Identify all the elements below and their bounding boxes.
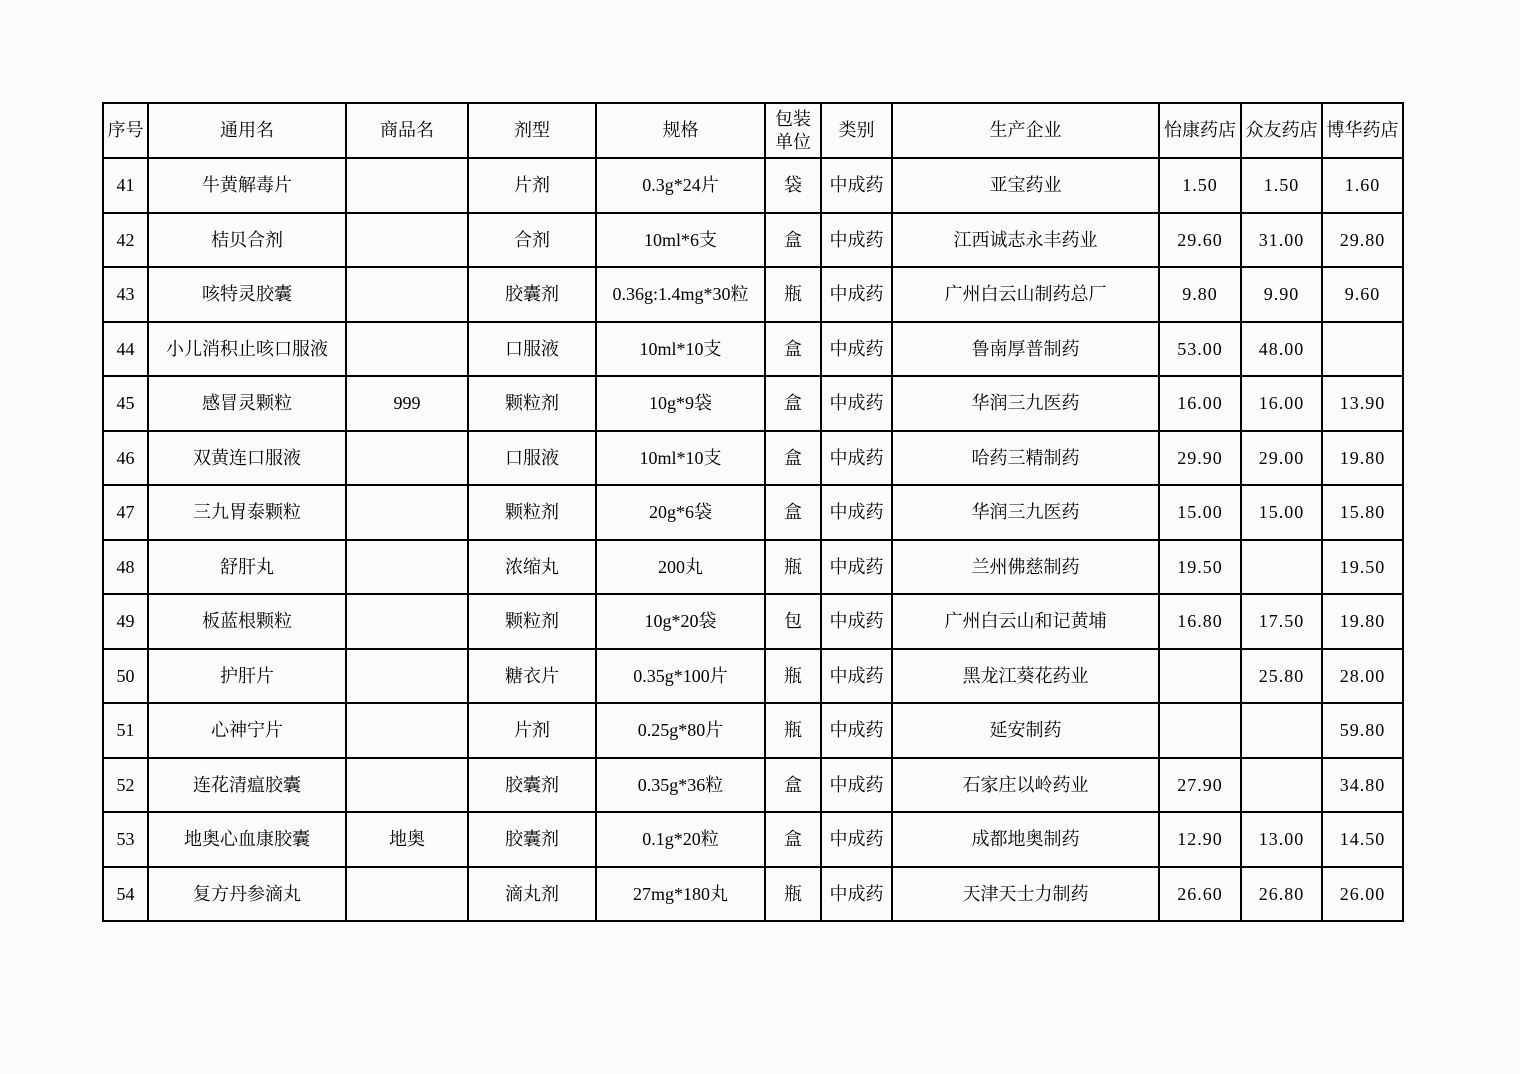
cell-zhongyou-pharmacy: 48.00 xyxy=(1241,322,1322,377)
cell-category: 中成药 xyxy=(821,213,892,268)
column-header-specification: 规格 xyxy=(596,103,765,158)
cell-dosage-form: 颗粒剂 xyxy=(468,485,596,540)
table-row xyxy=(103,758,1403,813)
table-row xyxy=(103,158,1403,213)
cell-brand-name xyxy=(346,540,468,595)
table-row xyxy=(103,703,1403,758)
table-row xyxy=(103,322,1403,377)
cell-bohua-pharmacy: 19.50 xyxy=(1322,540,1403,595)
column-header-generic-name: 通用名 xyxy=(148,103,346,158)
cell-bohua-pharmacy: 29.80 xyxy=(1322,213,1403,268)
cell-category: 中成药 xyxy=(821,431,892,486)
cell-bohua-pharmacy: 13.90 xyxy=(1322,376,1403,431)
cell-manufacturer: 黑龙江葵花药业 xyxy=(892,649,1159,704)
cell-dosage-form: 颗粒剂 xyxy=(468,376,596,431)
cell-specification: 10ml*10支 xyxy=(596,431,765,486)
cell-yikang-pharmacy xyxy=(1159,649,1241,704)
cell-manufacturer: 华润三九医药 xyxy=(892,485,1159,540)
cell-specification: 20g*6袋 xyxy=(596,485,765,540)
column-header-zhongyou-pharmacy: 众友药店 xyxy=(1241,103,1322,158)
table-row xyxy=(103,594,1403,649)
cell-dosage-form: 胶囊剂 xyxy=(468,758,596,813)
cell-manufacturer: 广州白云山制药总厂 xyxy=(892,267,1159,322)
cell-packing-unit: 盒 xyxy=(765,485,821,540)
cell-zhongyou-pharmacy xyxy=(1241,540,1322,595)
cell-specification: 10g*20袋 xyxy=(596,594,765,649)
cell-specification: 0.35g*100片 xyxy=(596,649,765,704)
cell-brand-name xyxy=(346,267,468,322)
cell-category: 中成药 xyxy=(821,867,892,922)
column-header-manufacturer: 生产企业 xyxy=(892,103,1159,158)
cell-brand-name xyxy=(346,594,468,649)
cell-brand-name xyxy=(346,322,468,377)
cell-yikang-pharmacy: 19.50 xyxy=(1159,540,1241,595)
table-row xyxy=(103,376,1403,431)
cell-category: 中成药 xyxy=(821,158,892,213)
cell-dosage-form: 糖衣片 xyxy=(468,649,596,704)
cell-category: 中成药 xyxy=(821,540,892,595)
cell-bohua-pharmacy: 14.50 xyxy=(1322,812,1403,867)
cell-specification: 200丸 xyxy=(596,540,765,595)
cell-specification: 0.1g*20粒 xyxy=(596,812,765,867)
cell-bohua-pharmacy: 9.60 xyxy=(1322,267,1403,322)
cell-index: 48 xyxy=(103,540,148,595)
cell-index: 50 xyxy=(103,649,148,704)
cell-manufacturer: 成都地奥制药 xyxy=(892,812,1159,867)
cell-bohua-pharmacy: 26.00 xyxy=(1322,867,1403,922)
cell-brand-name xyxy=(346,431,468,486)
cell-packing-unit: 袋 xyxy=(765,158,821,213)
cell-yikang-pharmacy: 53.00 xyxy=(1159,322,1241,377)
cell-manufacturer: 江西诚志永丰药业 xyxy=(892,213,1159,268)
cell-dosage-form: 颗粒剂 xyxy=(468,594,596,649)
cell-index: 53 xyxy=(103,812,148,867)
cell-index: 46 xyxy=(103,431,148,486)
cell-zhongyou-pharmacy: 16.00 xyxy=(1241,376,1322,431)
cell-bohua-pharmacy: 34.80 xyxy=(1322,758,1403,813)
cell-packing-unit: 盒 xyxy=(765,322,821,377)
cell-specification: 0.25g*80片 xyxy=(596,703,765,758)
table-body xyxy=(103,158,1403,921)
cell-manufacturer: 亚宝药业 xyxy=(892,158,1159,213)
cell-manufacturer: 石家庄以岭药业 xyxy=(892,758,1159,813)
column-header-dosage-form: 剂型 xyxy=(468,103,596,158)
column-header-bohua-pharmacy: 博华药店 xyxy=(1322,103,1403,158)
cell-packing-unit: 瓶 xyxy=(765,867,821,922)
cell-category: 中成药 xyxy=(821,812,892,867)
cell-index: 47 xyxy=(103,485,148,540)
table-row xyxy=(103,540,1403,595)
cell-category: 中成药 xyxy=(821,703,892,758)
cell-packing-unit: 瓶 xyxy=(765,649,821,704)
column-header-yikang-pharmacy: 怡康药店 xyxy=(1159,103,1241,158)
cell-manufacturer: 鲁南厚普制药 xyxy=(892,322,1159,377)
table-row xyxy=(103,867,1403,922)
table-row xyxy=(103,431,1403,486)
table-row xyxy=(103,812,1403,867)
cell-bohua-pharmacy: 15.80 xyxy=(1322,485,1403,540)
column-header-packing-unit: 包装单位 xyxy=(765,103,821,158)
cell-manufacturer: 天津天士力制药 xyxy=(892,867,1159,922)
cell-brand-name: 999 xyxy=(346,376,468,431)
cell-index: 52 xyxy=(103,758,148,813)
cell-yikang-pharmacy xyxy=(1159,703,1241,758)
cell-dosage-form: 片剂 xyxy=(468,158,596,213)
cell-generic-name: 连花清瘟胶囊 xyxy=(148,758,346,813)
cell-category: 中成药 xyxy=(821,376,892,431)
cell-generic-name: 咳特灵胶囊 xyxy=(148,267,346,322)
cell-packing-unit: 瓶 xyxy=(765,267,821,322)
cell-yikang-pharmacy: 16.80 xyxy=(1159,594,1241,649)
cell-dosage-form: 口服液 xyxy=(468,431,596,486)
cell-generic-name: 桔贝合剂 xyxy=(148,213,346,268)
cell-category: 中成药 xyxy=(821,758,892,813)
cell-dosage-form: 胶囊剂 xyxy=(468,812,596,867)
cell-dosage-form: 滴丸剂 xyxy=(468,867,596,922)
cell-bohua-pharmacy: 19.80 xyxy=(1322,431,1403,486)
cell-brand-name xyxy=(346,213,468,268)
cell-index: 44 xyxy=(103,322,148,377)
cell-dosage-form: 合剂 xyxy=(468,213,596,268)
cell-generic-name: 舒肝丸 xyxy=(148,540,346,595)
cell-generic-name: 小儿消积止咳口服液 xyxy=(148,322,346,377)
cell-specification: 10ml*10支 xyxy=(596,322,765,377)
cell-bohua-pharmacy xyxy=(1322,322,1403,377)
cell-zhongyou-pharmacy: 13.00 xyxy=(1241,812,1322,867)
cell-packing-unit: 包 xyxy=(765,594,821,649)
cell-yikang-pharmacy: 29.60 xyxy=(1159,213,1241,268)
table-row xyxy=(103,649,1403,704)
cell-dosage-form: 片剂 xyxy=(468,703,596,758)
cell-generic-name: 心神宁片 xyxy=(148,703,346,758)
cell-generic-name: 地奥心血康胶囊 xyxy=(148,812,346,867)
cell-yikang-pharmacy: 29.90 xyxy=(1159,431,1241,486)
cell-yikang-pharmacy: 9.80 xyxy=(1159,267,1241,322)
cell-dosage-form: 胶囊剂 xyxy=(468,267,596,322)
cell-generic-name: 感冒灵颗粒 xyxy=(148,376,346,431)
cell-packing-unit: 盒 xyxy=(765,213,821,268)
cell-packing-unit: 盒 xyxy=(765,376,821,431)
cell-generic-name: 复方丹参滴丸 xyxy=(148,867,346,922)
cell-zhongyou-pharmacy xyxy=(1241,758,1322,813)
cell-index: 54 xyxy=(103,867,148,922)
cell-brand-name xyxy=(346,758,468,813)
cell-dosage-form: 口服液 xyxy=(468,322,596,377)
cell-index: 49 xyxy=(103,594,148,649)
cell-brand-name xyxy=(346,158,468,213)
cell-generic-name: 三九胃泰颗粒 xyxy=(148,485,346,540)
cell-zhongyou-pharmacy: 26.80 xyxy=(1241,867,1322,922)
cell-manufacturer: 华润三九医药 xyxy=(892,376,1159,431)
cell-zhongyou-pharmacy: 15.00 xyxy=(1241,485,1322,540)
cell-yikang-pharmacy: 15.00 xyxy=(1159,485,1241,540)
cell-brand-name xyxy=(346,867,468,922)
cell-specification: 0.3g*24片 xyxy=(596,158,765,213)
cell-zhongyou-pharmacy: 9.90 xyxy=(1241,267,1322,322)
cell-category: 中成药 xyxy=(821,485,892,540)
cell-yikang-pharmacy: 1.50 xyxy=(1159,158,1241,213)
cell-bohua-pharmacy: 19.80 xyxy=(1322,594,1403,649)
cell-zhongyou-pharmacy: 31.00 xyxy=(1241,213,1322,268)
cell-category: 中成药 xyxy=(821,322,892,377)
cell-manufacturer: 哈药三精制药 xyxy=(892,431,1159,486)
cell-bohua-pharmacy: 1.60 xyxy=(1322,158,1403,213)
cell-brand-name xyxy=(346,703,468,758)
cell-dosage-form: 浓缩丸 xyxy=(468,540,596,595)
cell-packing-unit: 盒 xyxy=(765,812,821,867)
cell-generic-name: 板蓝根颗粒 xyxy=(148,594,346,649)
cell-yikang-pharmacy: 26.60 xyxy=(1159,867,1241,922)
drug-price-table xyxy=(102,102,1404,922)
cell-brand-name xyxy=(346,649,468,704)
table-row xyxy=(103,267,1403,322)
header-row xyxy=(103,103,1403,158)
cell-generic-name: 双黄连口服液 xyxy=(148,431,346,486)
cell-yikang-pharmacy: 16.00 xyxy=(1159,376,1241,431)
cell-packing-unit: 瓶 xyxy=(765,703,821,758)
cell-manufacturer: 延安制药 xyxy=(892,703,1159,758)
cell-brand-name xyxy=(346,485,468,540)
cell-zhongyou-pharmacy: 17.50 xyxy=(1241,594,1322,649)
cell-specification: 0.35g*36粒 xyxy=(596,758,765,813)
cell-index: 51 xyxy=(103,703,148,758)
cell-brand-name: 地奥 xyxy=(346,812,468,867)
cell-yikang-pharmacy: 12.90 xyxy=(1159,812,1241,867)
cell-zhongyou-pharmacy: 1.50 xyxy=(1241,158,1322,213)
table-row xyxy=(103,213,1403,268)
column-header-category: 类别 xyxy=(821,103,892,158)
cell-index: 45 xyxy=(103,376,148,431)
cell-zhongyou-pharmacy xyxy=(1241,703,1322,758)
cell-index: 43 xyxy=(103,267,148,322)
cell-category: 中成药 xyxy=(821,594,892,649)
cell-category: 中成药 xyxy=(821,267,892,322)
cell-specification: 10g*9袋 xyxy=(596,376,765,431)
cell-specification: 0.36g:1.4mg*30粒 xyxy=(596,267,765,322)
column-header-brand-name: 商品名 xyxy=(346,103,468,158)
cell-specification: 27mg*180丸 xyxy=(596,867,765,922)
cell-zhongyou-pharmacy: 29.00 xyxy=(1241,431,1322,486)
cell-packing-unit: 盒 xyxy=(765,758,821,813)
cell-index: 41 xyxy=(103,158,148,213)
cell-manufacturer: 广州白云山和记黄埔 xyxy=(892,594,1159,649)
cell-packing-unit: 盒 xyxy=(765,431,821,486)
cell-generic-name: 牛黄解毒片 xyxy=(148,158,346,213)
cell-manufacturer: 兰州佛慈制药 xyxy=(892,540,1159,595)
cell-index: 42 xyxy=(103,213,148,268)
cell-category: 中成药 xyxy=(821,649,892,704)
cell-zhongyou-pharmacy: 25.80 xyxy=(1241,649,1322,704)
cell-generic-name: 护肝片 xyxy=(148,649,346,704)
cell-bohua-pharmacy: 28.00 xyxy=(1322,649,1403,704)
column-header-index: 序号 xyxy=(103,103,148,158)
cell-specification: 10ml*6支 xyxy=(596,213,765,268)
cell-packing-unit: 瓶 xyxy=(765,540,821,595)
cell-bohua-pharmacy: 59.80 xyxy=(1322,703,1403,758)
cell-yikang-pharmacy: 27.90 xyxy=(1159,758,1241,813)
table-row xyxy=(103,485,1403,540)
